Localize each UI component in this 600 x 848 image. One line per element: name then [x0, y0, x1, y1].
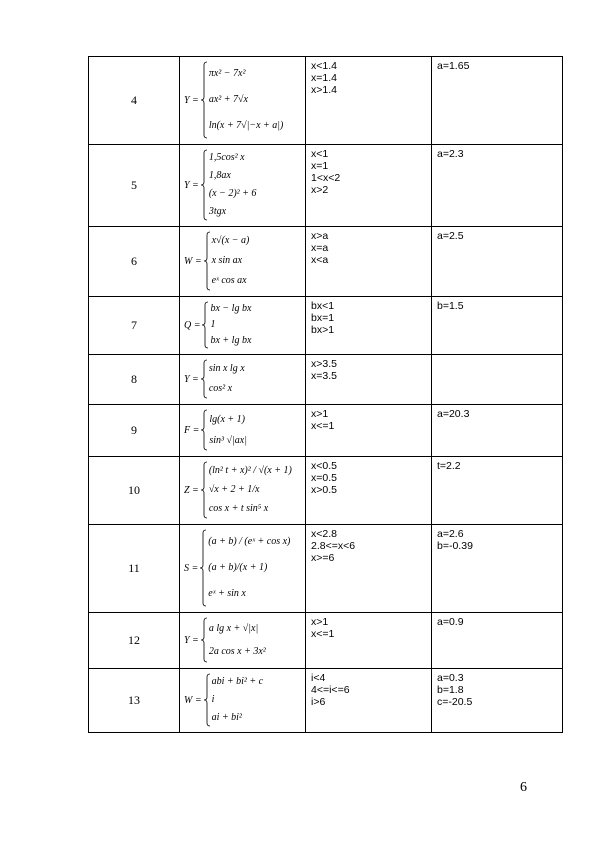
piecewise-formula	[180, 405, 306, 457]
parameters-cell	[432, 57, 563, 145]
table-row	[89, 525, 563, 613]
formula-case: eˣ + sin x	[208, 588, 246, 599]
condition: x<2.8	[311, 528, 337, 540]
conditions-cell	[306, 613, 432, 669]
conditions-cell	[306, 355, 432, 405]
conditions-cell	[306, 145, 432, 227]
formula-case: 1,8ax	[208, 170, 231, 181]
conditions-cell	[306, 227, 432, 297]
table-row	[89, 613, 563, 669]
formula-case: 3tgx	[208, 206, 227, 217]
formula-case: x√(x − a)	[211, 235, 250, 246]
formula-case: sin³ √|ax|	[209, 434, 247, 446]
task-number: 8	[89, 355, 180, 405]
parameter: t=2.2	[437, 460, 461, 472]
formula-lhs: Y =	[184, 179, 199, 191]
task-number: 4	[89, 57, 180, 145]
condition: x<0.5	[311, 460, 337, 472]
condition: i>6	[311, 696, 326, 708]
table-row	[89, 297, 563, 355]
parameters-cell	[432, 613, 563, 669]
condition: x=1.4	[311, 72, 337, 84]
condition: x=1	[311, 160, 329, 172]
parameter: b=1.8	[437, 684, 464, 696]
formula-case: (a + b)/(x + 1)	[208, 562, 268, 573]
parameters-cell	[432, 297, 563, 355]
condition: x<1.4	[311, 60, 337, 72]
formula-case: (x − 2)² + 6	[208, 188, 257, 199]
condition: x<=1	[311, 420, 335, 432]
task-number: 9	[89, 405, 180, 457]
task-number: 13	[89, 669, 180, 733]
parameter: a=2.5	[437, 230, 464, 242]
task-table	[88, 56, 563, 733]
condition: bx>1	[311, 324, 335, 336]
left-brace	[201, 457, 207, 523]
piecewise-formula	[180, 297, 306, 355]
table-row	[89, 669, 563, 733]
parameters-cell	[432, 227, 563, 297]
parameter: a=0.3	[437, 672, 464, 684]
table-row	[89, 227, 563, 297]
formula-case: 1,5cos² x	[208, 152, 245, 163]
left-brace	[201, 145, 207, 225]
parameters-cell	[432, 669, 563, 733]
parameters-cell	[432, 525, 563, 613]
task-number: 6	[89, 227, 180, 297]
condition: x=0.5	[311, 472, 337, 484]
formula-lhs: W =	[184, 694, 202, 706]
task-number: 12	[89, 613, 180, 669]
task-number: 10	[89, 457, 180, 525]
formula-case: πx² − 7x²	[208, 68, 246, 79]
parameters-cell	[432, 457, 563, 525]
parameter: a=20.3	[437, 408, 470, 420]
conditions-cell	[306, 669, 432, 733]
condition: bx<1	[311, 300, 335, 312]
page-number: 6	[520, 780, 527, 795]
condition: bx=1	[311, 312, 335, 324]
formula-case: (ln² t + x)² / √(x + 1)	[208, 464, 292, 476]
formula-case: a lg x + √|x|	[208, 622, 259, 634]
task-number: 5	[89, 145, 180, 227]
conditions-cell	[306, 457, 432, 525]
formula-case: 1	[210, 319, 216, 330]
condition: i<4	[311, 672, 326, 684]
formula-case: cos² x	[208, 383, 233, 394]
formula-case: cos x + t sin⁵ x	[208, 503, 269, 515]
formula-case: 2a cos x + 3x²	[208, 645, 266, 657]
parameters-cell	[432, 145, 563, 227]
condition: x<a	[311, 254, 329, 266]
piecewise-formula	[180, 525, 306, 613]
formula-case: x sin ax	[211, 255, 243, 266]
condition: 4<=i<=6	[311, 684, 350, 696]
formula-case: i	[211, 694, 215, 705]
conditions-cell	[306, 297, 432, 355]
piecewise-formula	[180, 57, 306, 145]
left-brace	[201, 613, 207, 667]
formula-lhs: Q =	[184, 319, 201, 331]
formula-lhs: Y =	[184, 94, 199, 106]
table-row	[89, 145, 563, 227]
left-brace	[204, 669, 210, 731]
parameter: b=1.5	[437, 300, 464, 312]
formula-lhs: Z =	[184, 484, 199, 496]
parameter: a=2.6	[437, 528, 464, 540]
formula-case: (a + b) / (eˣ + cos x)	[208, 536, 291, 547]
left-brace	[201, 57, 207, 143]
formula-lhs: S =	[184, 562, 199, 574]
table-row	[89, 355, 563, 405]
parameter: a=1.65	[437, 60, 470, 72]
formula-case: √x + 2 + 1/x	[208, 483, 260, 495]
condition: 2.8<=x<6	[311, 540, 356, 552]
formula-lhs: W =	[184, 255, 202, 267]
parameters-cell	[432, 355, 563, 405]
formula-case: bx − lg bx	[210, 303, 252, 314]
condition: x>2	[311, 184, 329, 196]
formula-lhs: Y =	[184, 373, 199, 385]
condition: x>1	[311, 616, 329, 628]
conditions-cell	[306, 405, 432, 457]
table-row	[89, 457, 563, 525]
piecewise-formula	[180, 227, 306, 297]
parameter: c=-20.5	[437, 696, 473, 708]
formula-lhs: Y =	[184, 634, 199, 646]
left-brace	[202, 297, 208, 353]
parameter: a=2.3	[437, 148, 464, 160]
formula-lhs: F =	[184, 424, 200, 436]
condition: x>0.5	[311, 484, 337, 496]
condition: x>1	[311, 408, 329, 420]
conditions-cell	[306, 57, 432, 145]
condition: x<=1	[311, 628, 335, 640]
formula-case: ln(x + 7√|−x + a|)	[208, 120, 284, 131]
condition: x<1	[311, 148, 329, 160]
formula-case: eˣ cos ax	[211, 275, 247, 286]
formula-case: lg(x + 1)	[209, 413, 245, 425]
conditions-cell	[306, 525, 432, 613]
piecewise-formula	[180, 355, 306, 405]
task-number: 11	[89, 525, 180, 613]
condition: x>=6	[311, 552, 335, 564]
formula-case: ai + bi²	[211, 712, 242, 723]
condition: x=a	[311, 242, 329, 254]
formula-case: sin x lg x	[208, 363, 245, 374]
parameters-cell	[432, 405, 563, 457]
left-brace	[201, 405, 207, 455]
left-brace	[200, 525, 206, 611]
formula-case: abi + bi² + c	[211, 676, 264, 687]
parameter: a=0.9	[437, 616, 464, 628]
condition: 1<x<2	[311, 172, 341, 184]
table-row	[89, 57, 563, 145]
piecewise-formula	[180, 613, 306, 669]
piecewise-formula	[180, 145, 306, 227]
piecewise-formula	[180, 457, 306, 525]
left-brace	[201, 355, 207, 403]
condition: x>1.4	[311, 84, 337, 96]
condition: x>a	[311, 230, 329, 242]
condition: x=3.5	[311, 370, 337, 382]
formula-case: ax² + 7√x	[208, 94, 248, 105]
parameter: b=-0.39	[437, 540, 473, 552]
piecewise-formula	[180, 669, 306, 733]
condition: x>3.5	[311, 358, 337, 370]
task-number: 7	[89, 297, 180, 355]
left-brace	[204, 227, 210, 295]
formula-case: bx + lg bx	[210, 335, 252, 346]
table-row	[89, 405, 563, 457]
